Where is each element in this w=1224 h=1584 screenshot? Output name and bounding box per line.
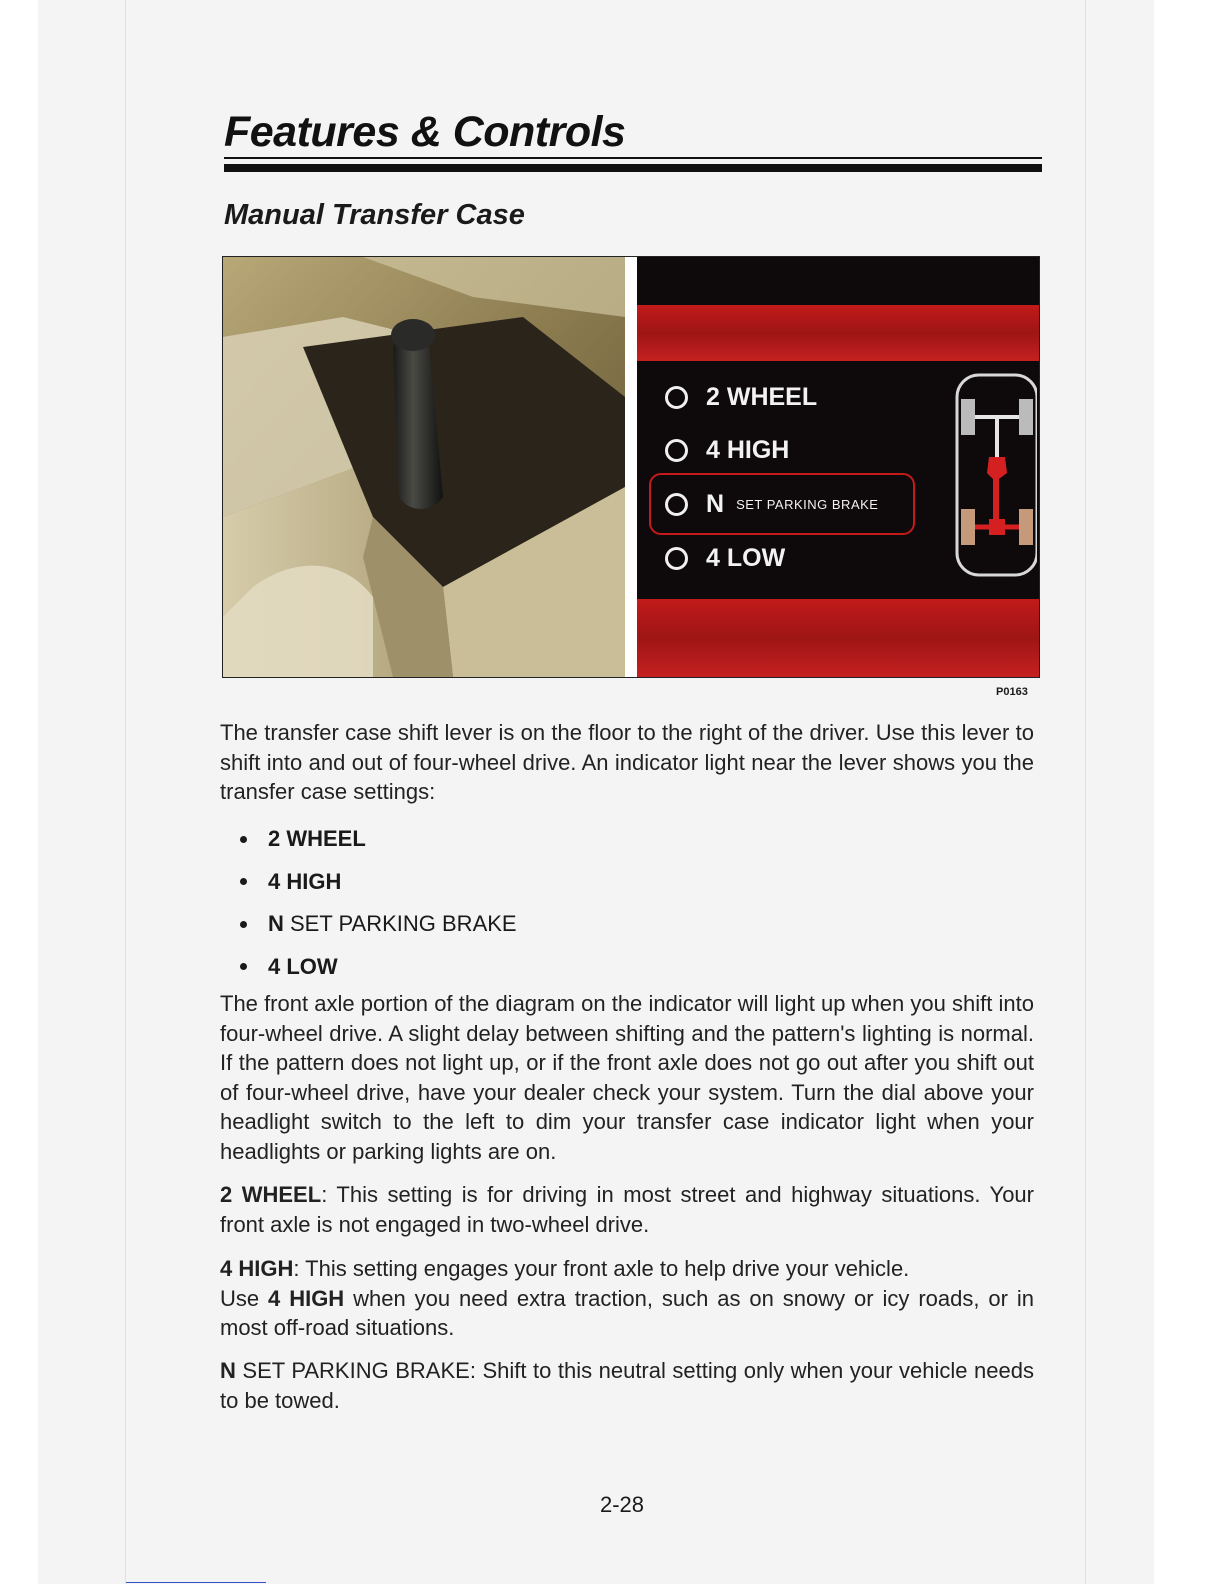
- neutral-paragraph: [220, 1356, 1034, 1415]
- indicator-row-4-high: [665, 430, 789, 470]
- setting-strong: N: [268, 911, 284, 937]
- indicator-label: 4 HIGH: [706, 435, 790, 464]
- bullet-icon: [240, 921, 247, 928]
- two-wheel-text: : This setting is for driving in most street and highway situations. Your front axle is not engaged in two-wheel drive.: [220, 1182, 1034, 1237]
- chapter-title: Features & Controls: [224, 108, 626, 156]
- header-rule-thin: [224, 157, 1042, 159]
- indicator-lamp-icon: [665, 547, 688, 570]
- indicator-row-neutral: [665, 484, 878, 524]
- four-high-use-term: 4 HIGH: [268, 1285, 345, 1311]
- section-title: Manual Transfer Case: [224, 199, 525, 231]
- bullet-icon: [240, 878, 247, 885]
- front-axle-paragraph: The front axle portion of the diagram on the indicator will light up when you shift into four-wheel drive. A slight delay between shifting and the pattern's lighting is normal. If the pattern does not light up, or if the front axle does not go out after you shift out of four-wheel drive, have your dealer check your system. Turn the dial above your headlight switch to the left to dim your transfer case indicator light when your headlights or parking lights are on.: [220, 991, 1034, 1164]
- two-wheel-paragraph: [220, 1180, 1034, 1239]
- indicator-lamp-icon: [665, 386, 688, 409]
- four-high-paragraph: [220, 1254, 1034, 1343]
- neutral-text: SET PARKING BRAKE: Shift to this neutral setting only when your vehicle needs to be towed.: [220, 1358, 1034, 1413]
- bullet-icon: [240, 836, 247, 843]
- settings-list: [240, 818, 517, 988]
- indicator-row-4-low: [665, 538, 785, 578]
- setting-rest: SET PARKING BRAKE: [283, 911, 517, 937]
- indicator-lamp-icon: [665, 439, 688, 462]
- list-item: [240, 903, 517, 946]
- header-rule-thick: [224, 164, 1042, 172]
- term-four-high: 4 HIGH: [220, 1256, 294, 1281]
- figure-code: P0163: [996, 686, 1028, 698]
- four-high-use-text: when you need extra traction, such as on snowy or icy roads, or in most off-road situations.: [220, 1285, 1034, 1340]
- figure-divider: [625, 257, 637, 677]
- list-item: [240, 861, 517, 904]
- bullet-icon: [240, 963, 247, 970]
- indicator-label: N: [706, 489, 725, 518]
- indicator-sublabel: SET PARKING BRAKE: [736, 496, 879, 512]
- list-item: [240, 946, 517, 989]
- transfer-case-figure: [222, 256, 1040, 678]
- term-neutral: N: [220, 1358, 236, 1383]
- indicator-label: 4 LOW: [706, 543, 786, 572]
- term-two-wheel: 2 WHEEL: [220, 1182, 322, 1207]
- panel-band-top: [637, 305, 1039, 361]
- page-number: 2-28: [600, 1492, 645, 1517]
- gutter-line-left: [125, 0, 126, 1584]
- list-item: [240, 818, 517, 861]
- four-high-use-prefix: Use: [220, 1285, 269, 1311]
- four-high-text: : This setting engages your front axle to help drive your vehicle.: [293, 1256, 910, 1281]
- shift-lever-photo: [223, 257, 625, 677]
- indicator-row-2-wheel: [665, 377, 817, 417]
- drivetrain-diagram-icon: [937, 369, 1037, 583]
- indicator-lamp-icon: [665, 493, 688, 516]
- indicator-light-panel: [637, 257, 1039, 677]
- intro-paragraph: The transfer case shift lever is on the floor to the right of the driver. Use this lever to shift into and out of four-wheel drive. An indicator light near the lever shows you the transfer case settings:: [220, 720, 1034, 804]
- setting-strong: 2 WHEEL: [268, 826, 366, 852]
- gutter-line-right: [1085, 0, 1086, 1584]
- bottom-rule: [126, 1582, 266, 1583]
- setting-strong: 4 LOW: [268, 953, 338, 979]
- setting-strong: 4 HIGH: [268, 868, 342, 894]
- indicator-label: 2 WHEEL: [706, 382, 818, 411]
- panel-band-bottom: [637, 599, 1039, 677]
